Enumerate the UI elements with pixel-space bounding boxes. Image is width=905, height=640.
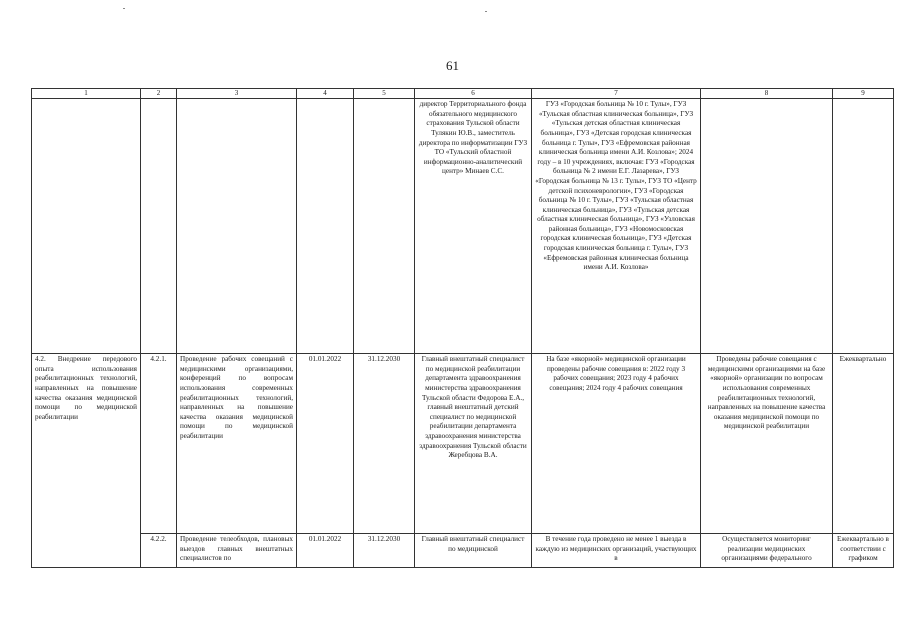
header-cell: 4 [297,89,354,99]
end-cell: 31.12.2030 [354,534,415,568]
task-cell [32,99,141,354]
event-cell: Проведение телеобходов, плановых выездов главных внештатных специалистов по [177,534,297,568]
num-cell: 4.2.1. [141,354,177,534]
table-row [32,534,894,568]
indicator-cell: Проведены рабочие совещания с медицинскими организациями на базе «якорной» организации по вопросам использования современных реабилитационных технологий, направленных на повышение качества оказания медицинской помощи по медицинской реабилитации [701,354,833,534]
header-cell: 1 [32,89,141,99]
result-cell: В течение года проведено не менее 1 выезда в каждую из медицинских организаций, участвующих в [532,534,701,568]
indicator-cell [701,99,833,354]
event-cell [177,99,297,354]
header-cell: 6 [415,89,532,99]
period-cell: Ежеквартально [833,354,894,534]
result-cell: На базе «якорной» медицинской организации проведены рабочие совещания в: 2022 году 3 рабочих совещания; 2023 году 4 рабочих совещания; 2024 году 4 рабочих совещания [532,354,701,534]
plan-table [31,88,894,568]
start-cell [297,99,354,354]
header-cell: 3 [177,89,297,99]
header-cell: 9 [833,89,894,99]
event-cell: Проведение рабочих совещаний с медицинскими организациями, конференций по вопросам использования современных реабилитационных технологий, направленных на повышение качества оказания медицинской помощи по медицинской реабилитации [177,354,297,534]
start-cell: 01.01.2022 [297,534,354,568]
num-cell [141,99,177,354]
scan-speck [485,11,487,12]
executors-cell: Главный внештатный специалист по медицинской [415,534,532,568]
scan-speck [123,8,125,9]
task-cell: 4.2. Внедрение передового опыта использования реабилитационных технологий, направленных на повышение качества оказания медицинской помощи по медицинской реабилитации [32,354,141,568]
table-row [32,99,894,354]
executors-cell: директор Территориального фонда обязательного медицинского страхования Тульской области Тулякин Ю.В., заместитель директора по информатизации ГУЗ ТО «Тульский областной информационно-аналитический центр» Минаев С.С. [415,99,532,354]
header-row [32,89,894,99]
num-cell: 4.2.2. [141,534,177,568]
indicator-cell: Осуществляется мониторинг реализации медицинских организациями федерального [701,534,833,568]
end-cell [354,99,415,354]
period-cell [833,99,894,354]
executors-cell: Главный внештатный специалист по медицинской реабилитации департамента здравоохранения министерства здравоохранения Тульской области Федорова Е.А., главный внештатный детский специалист по медицинской реабилитации департамента здравоохранения министерства здравоохранения Тульской области Жеребцова В.А. [415,354,532,534]
table-row [32,354,894,534]
header-cell: 5 [354,89,415,99]
result-cell: ГУЗ «Городская больница № 10 г. Тулы», ГУЗ «Тульская областная клиническая больница», ГУЗ «Тульская детская областная клиническая больница», ГУЗ «Детская городская клиническая больница г. Тулы», ГУЗ «Ефремовская районная клиническая больница имени А.И. Козлова»; 2024 году – в 10 учреждениях, включая: ГУЗ «Городская больница № 2 имени Е.Г. Лазарева», ГУЗ «Городская больница № 13 г. Тулы», ГУЗ ТО «Центр детской психоневрологии», ГУЗ «Городская больница № 10 г. Тулы», ГУЗ «Тульская областная клиническая больница», ГУЗ «Тульская детская областная клиническая больница», ГУЗ «Узловская районная больница», ГУЗ «Новомосковская городская клиническая больница», ГУЗ «Детская городская клиническая больница г. Тулы», ГУЗ «Ефремовская районная клиническая больница имени А.И. Козлова» [532,99,701,354]
header-cell: 2 [141,89,177,99]
period-cell: Ежеквартально в соответствии с графиком [833,534,894,568]
end-cell: 31.12.2030 [354,354,415,534]
page-number: 61 [446,58,459,73]
header-cell: 8 [701,89,833,99]
header-cell: 7 [532,89,701,99]
start-cell: 01.01.2022 [297,354,354,534]
